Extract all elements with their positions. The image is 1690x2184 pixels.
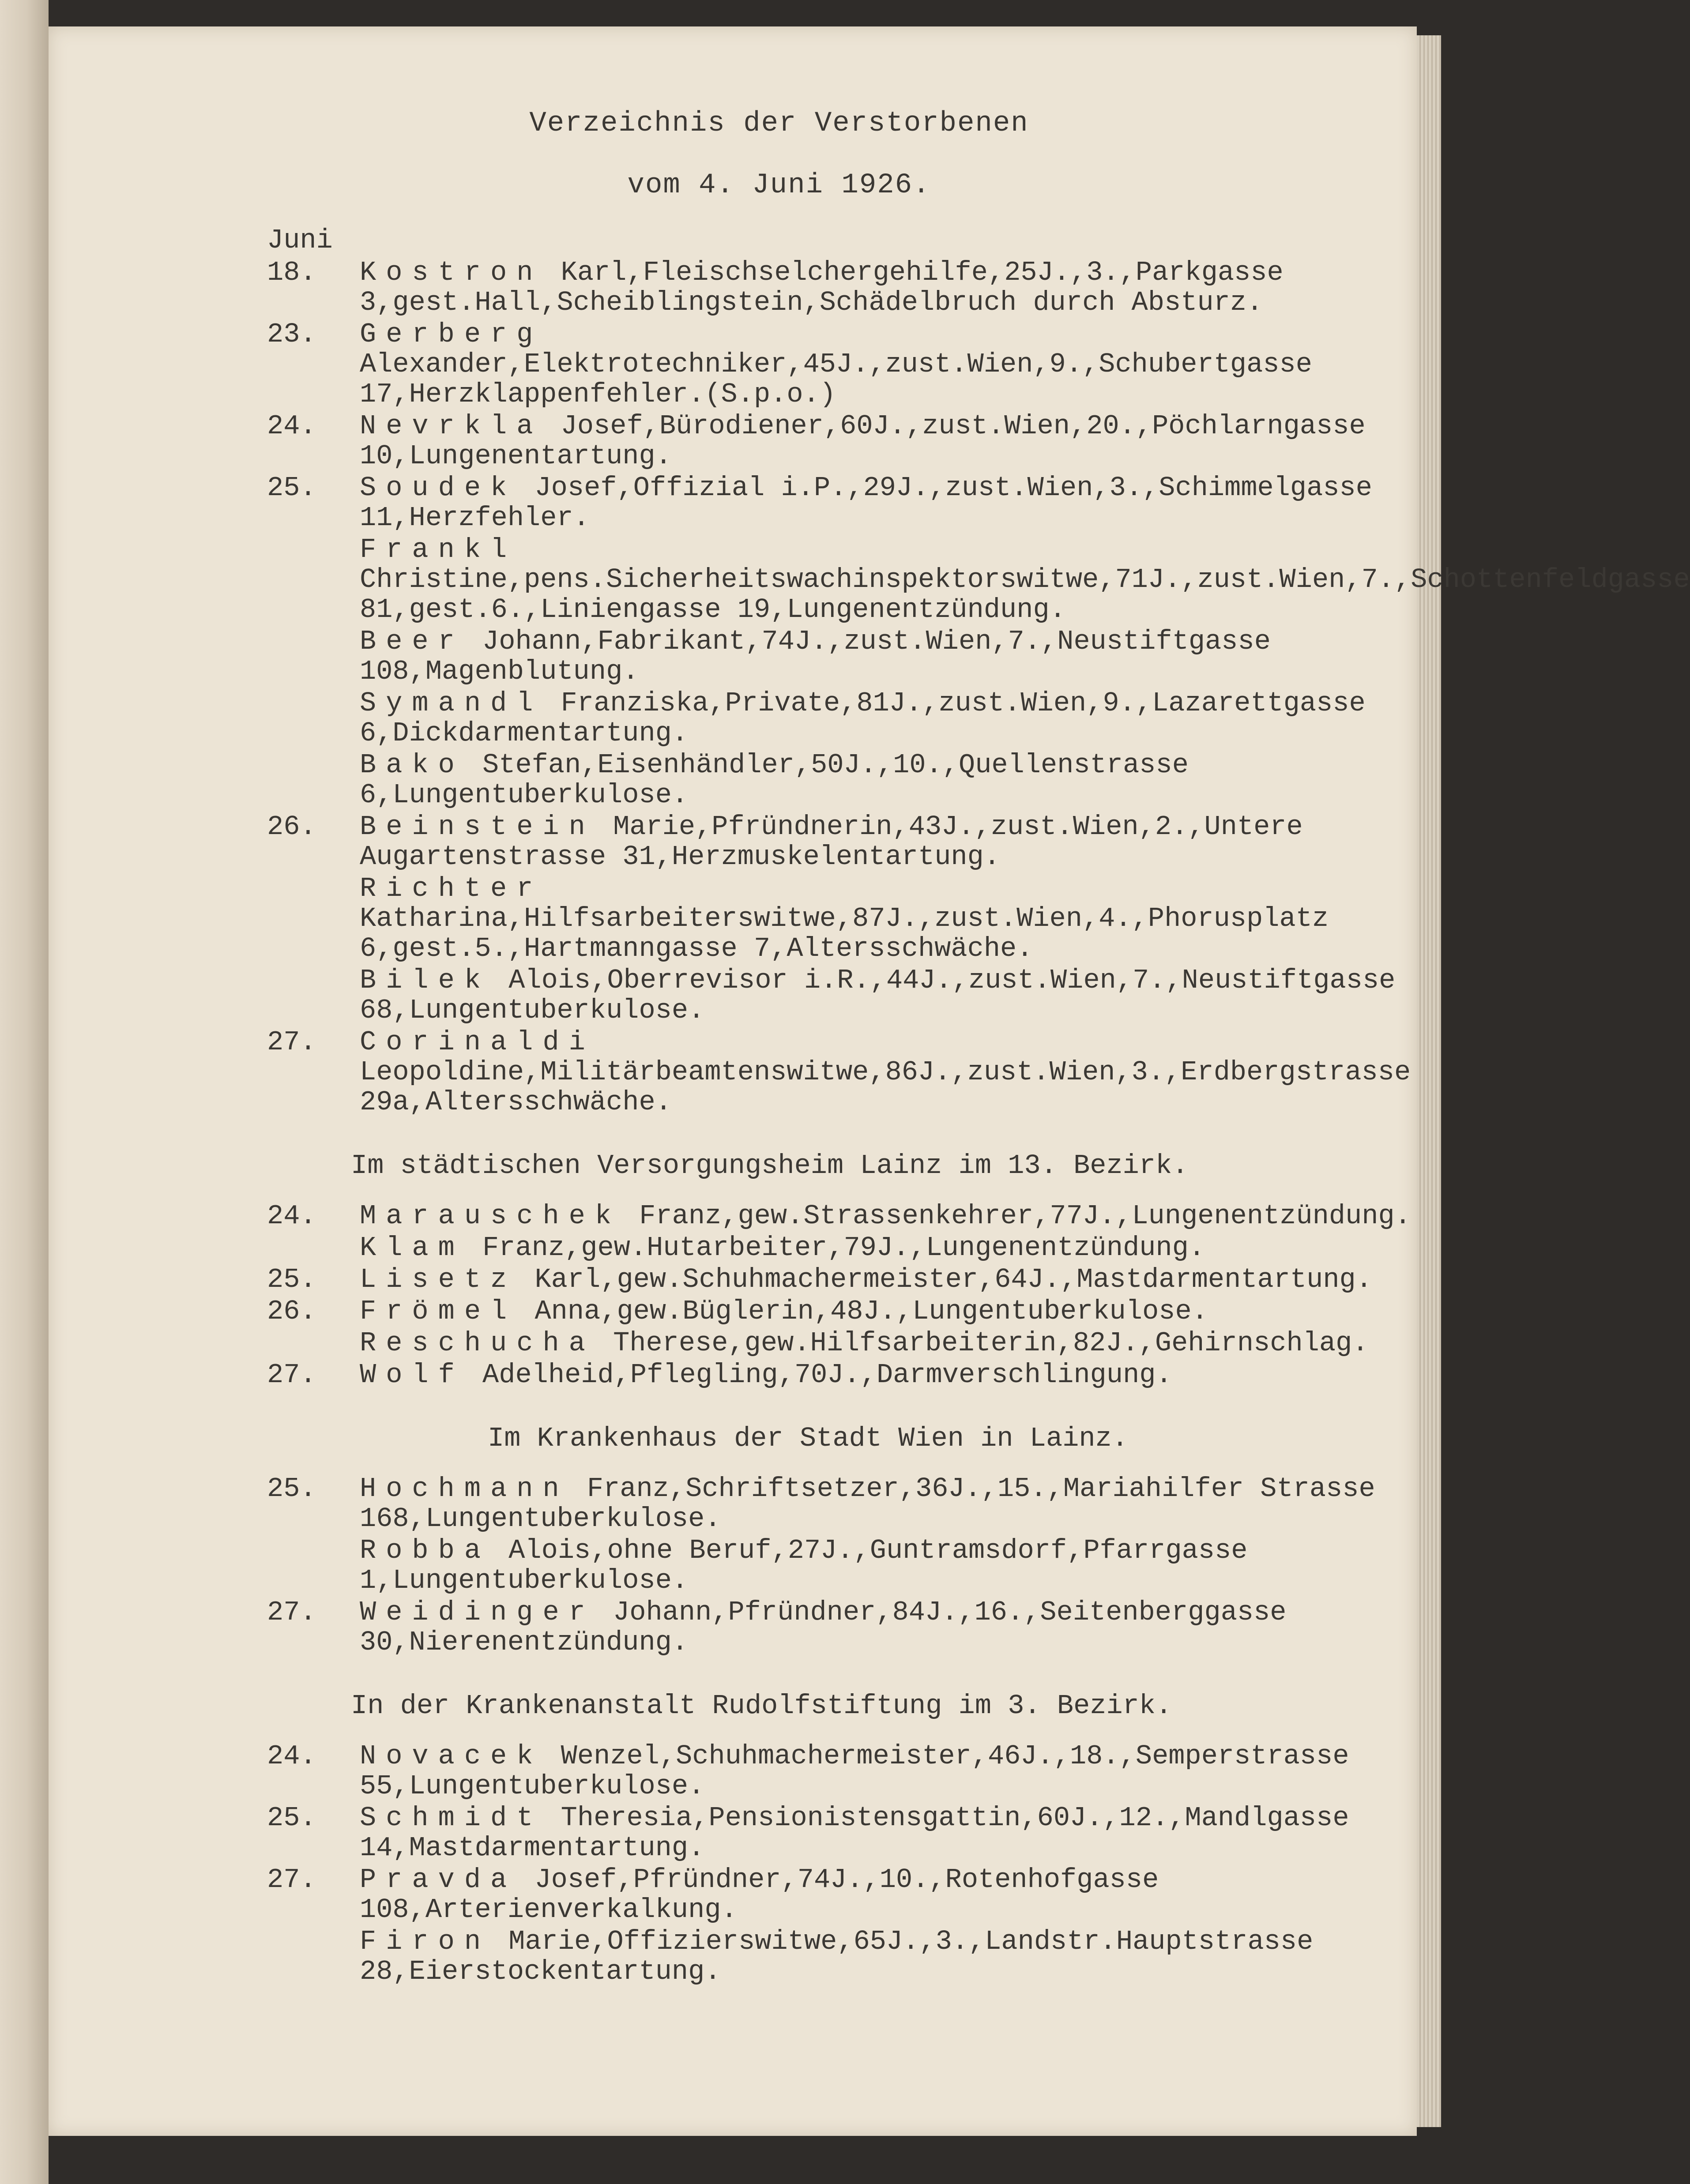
entry-day: 24. <box>267 1200 316 1232</box>
list-item <box>205 627 1432 687</box>
entry-list <box>205 257 1690 1118</box>
entry-surname: Pravda <box>360 1864 517 1895</box>
entry-details: Alois,ohne Beruf,27J.,Guntramsdorf,Pfarrgasse 1,Lungentuberkulose. <box>360 1535 1248 1596</box>
entry-surname: Lisetz <box>360 1264 517 1295</box>
entry-day: 24. <box>267 1740 316 1772</box>
entry-body <box>360 627 1432 687</box>
document-page <box>49 26 1690 2136</box>
entry-surname: Beer <box>360 626 464 657</box>
entry-day: 18. <box>267 257 316 288</box>
list-item <box>205 1328 1432 1358</box>
entry-surname: Klam <box>360 1232 464 1263</box>
entry-details: Karl,gew.Schuhmachermeister,64J.,Mastdarmentartung. <box>518 1264 1372 1295</box>
entry-body <box>360 1328 1432 1358</box>
entry-body <box>360 258 1432 318</box>
entry-surname: Frömel <box>360 1296 517 1327</box>
document-content <box>205 101 1690 1987</box>
entry-details: Alois,Oberrevisor i.R.,44J.,zust.Wien,7.,Neustiftgasse 68,Lungentuberkulose. <box>360 965 1396 1026</box>
entry-body <box>360 1201 1432 1231</box>
entry-day: 27. <box>267 1359 316 1391</box>
entry-body <box>360 1803 1432 1863</box>
list-item <box>205 874 1432 964</box>
entry-body <box>360 411 1432 471</box>
entry-details: Franz,gew.Hutarbeiter,79J.,Lungenentzündung. <box>466 1232 1205 1263</box>
section-heading: Im städtischen Versorgungsheim Lainz im 13. Bezirk. <box>351 1150 1189 1181</box>
section-heading: Im Krankenhaus der Stadt Wien in Lainz. <box>488 1423 1129 1454</box>
entry-surname: Bilek <box>360 965 491 996</box>
entry-surname: Beinstein <box>360 811 595 842</box>
entry-day <box>205 750 360 810</box>
entry-details: Anna,gew.Büglerin,48J.,Lungentuberkulose. <box>518 1296 1208 1327</box>
entry-details: Therese,gew.Hilfsarbeiterin,82J.,Gehirnschlag. <box>596 1327 1369 1359</box>
entry-body <box>360 1865 1432 1925</box>
sections-container <box>205 257 1690 1987</box>
entry-details: Christine,pens.Sicherheitswachinspektorswitwe,71J.,zust.Wien,7.,Schottenfeldgasse 81,gest.6.,Liniengasse 19,Lungenentzündung. <box>360 564 1690 625</box>
entry-surname: Frankl <box>360 534 517 565</box>
entry-day: 27. <box>267 1026 316 1058</box>
list-item <box>205 812 1432 872</box>
entry-body <box>360 1474 1432 1534</box>
entry-day: 27. <box>267 1864 316 1895</box>
entry-surname: Weidinger <box>360 1597 595 1628</box>
entry-details: Katharina,Hilfsarbeiterswitwe,87J.,zust.Wien,4.,Phorusplatz 6,gest.5.,Hartmanngasse 7,Altersschwäche. <box>360 903 1329 964</box>
list-item <box>205 1927 1432 1987</box>
entry-day: 25. <box>267 1473 316 1504</box>
list-item <box>205 534 1690 625</box>
entry-day <box>205 688 360 748</box>
entry-surname: Marauschek <box>360 1200 621 1232</box>
list-item <box>205 1233 1432 1263</box>
entry-surname: Richter <box>360 873 543 904</box>
entry-surname: Reschucha <box>360 1327 595 1359</box>
entry-surname: Novacek <box>360 1740 543 1772</box>
list-item <box>205 473 1432 533</box>
entry-surname: Soudek <box>360 472 517 504</box>
entry-day: 25. <box>267 1802 316 1834</box>
entry-body <box>360 812 1432 872</box>
entry-list <box>205 1741 1432 1987</box>
list-item <box>205 966 1432 1026</box>
entry-day <box>205 535 360 625</box>
entry-surname: Gerberg <box>360 319 543 350</box>
entry-details: Adelheid,Pflegling,70J.,Darmverschlingung. <box>466 1359 1172 1391</box>
entry-details: Marie,Offizierswitwe,65J.,3.,Landstr.Hauptstrasse 28,Eierstockentartung. <box>360 1926 1314 1987</box>
entry-day <box>205 1328 360 1358</box>
section-heading: In der Krankenanstalt Rudolfstiftung im 3. Bezirk. <box>351 1690 1172 1722</box>
entry-body <box>360 966 1432 1026</box>
entry-details: Alexander,Elektrotechniker,45J.,zust.Wien,9.,Schubertgasse 17,Herzklappenfehler.(S.p.o.) <box>360 349 1312 410</box>
entry-body <box>360 1297 1432 1327</box>
entry-body <box>360 1027 1432 1117</box>
list-item <box>205 1027 1432 1117</box>
entry-details: Josef,Pfründner,74J.,10.,Rotenhofgasse 108,Arterienverkalkung. <box>360 1864 1159 1925</box>
entry-list <box>205 1474 1432 1658</box>
entry-body <box>360 874 1432 964</box>
document-title: Verzeichnis der Verstorbenen <box>529 108 1029 139</box>
entry-surname: Robba <box>360 1535 491 1566</box>
entry-surname: Hochmann <box>360 1473 569 1504</box>
list-item <box>205 411 1432 471</box>
book-spine <box>0 0 49 2184</box>
entry-day: 26. <box>267 811 316 842</box>
entry-details: Johann,Pfründner,84J.,16.,Seitenberggasse 30,Nierenentzündung. <box>360 1597 1287 1658</box>
list-item <box>205 1865 1432 1925</box>
entry-details: Leopoldine,Militärbeamtenswitwe,86J.,zust.Wien,3.,Erdbergstrasse 29a,Altersschwäche. <box>360 1056 1411 1118</box>
entry-surname: Bako <box>360 749 464 781</box>
list-item <box>205 1474 1432 1534</box>
list-item <box>205 1201 1432 1231</box>
entry-details: Franz,Schriftsetzer,36J.,15.,Mariahilfer Strasse 168,Lungentuberkulose. <box>360 1473 1375 1534</box>
list-item <box>205 1297 1432 1327</box>
list-item <box>205 1598 1432 1658</box>
entry-details: Franz,gew.Strassenkehrer,77J.,Lungenentzündung. <box>623 1200 1411 1232</box>
entry-day <box>205 1927 360 1987</box>
entry-body <box>360 473 1432 533</box>
entry-surname: Symandl <box>360 688 543 719</box>
list-item <box>205 1741 1432 1801</box>
entry-day <box>205 874 360 964</box>
entry-body <box>360 1536 1432 1596</box>
entry-day <box>205 627 360 687</box>
entry-day: 25. <box>267 472 316 504</box>
entry-surname: Nevrkla <box>360 410 543 442</box>
entry-body <box>360 688 1432 748</box>
entry-surname: Schmidt <box>360 1802 543 1834</box>
entry-day <box>205 1536 360 1596</box>
entry-day <box>205 1233 360 1263</box>
list-item <box>205 258 1432 318</box>
entry-list <box>205 1201 1432 1390</box>
list-item <box>205 688 1432 748</box>
entry-day: 26. <box>267 1296 316 1327</box>
entry-details: Josef,Offizial i.P.,29J.,zust.Wien,3.,Schimmelgasse 11,Herzfehler. <box>360 472 1372 534</box>
entry-body <box>360 534 1690 625</box>
entry-details: Karl,Fleischselchergehilfe,25J.,3.,Parkgasse 3,gest.Hall,Scheiblingstein,Schädelbruch durch Absturz. <box>360 257 1283 318</box>
entry-day <box>205 966 360 1026</box>
entry-body <box>360 1927 1432 1987</box>
entry-details: Franziska,Private,81J.,zust.Wien,9.,Lazarettgasse 6,Dickdarmentartung. <box>360 688 1366 749</box>
entry-details: Johann,Fabrikant,74J.,zust.Wien,7.,Neustiftgasse 108,Magenblutung. <box>360 626 1271 687</box>
list-item <box>205 320 1432 410</box>
entry-day: 25. <box>267 1264 316 1295</box>
list-item <box>205 1536 1432 1596</box>
entry-surname: Kostron <box>360 257 543 288</box>
document-date: vom 4. Juni 1926. <box>627 169 931 201</box>
list-item <box>205 1265 1432 1295</box>
entry-body <box>360 320 1432 410</box>
entry-body <box>360 750 1432 810</box>
list-item <box>205 1803 1432 1863</box>
list-item <box>205 1360 1432 1390</box>
entry-body <box>360 1233 1432 1263</box>
entry-details: Wenzel,Schuhmachermeister,46J.,18.,Semperstrasse 55,Lungentuberkulose. <box>360 1740 1349 1802</box>
entry-details: Josef,Bürodiener,60J.,zust.Wien,20.,Pöchlarngasse 10,Lungenentartung. <box>360 410 1366 472</box>
entry-body <box>360 1598 1432 1658</box>
entry-day: 24. <box>267 410 316 442</box>
entry-day: 23. <box>267 319 316 350</box>
entry-body <box>360 1360 1432 1390</box>
entry-body <box>360 1741 1432 1801</box>
entry-day: 27. <box>267 1597 316 1628</box>
entry-details: Theresia,Pensionistensgattin,60J.,12.,Mandlgasse 14,Mastdarmentartung. <box>360 1802 1349 1864</box>
list-item <box>205 750 1432 810</box>
entry-surname: Firon <box>360 1926 491 1957</box>
month-label: Juni <box>267 225 333 256</box>
entry-surname: Wolf <box>360 1359 464 1391</box>
entry-details: Marie,Pfründnerin,43J.,zust.Wien,2.,Untere Augartenstrasse 31,Herzmuskelentartung. <box>360 811 1303 872</box>
entry-surname: Corinaldi <box>360 1026 595 1058</box>
entry-body <box>360 1265 1432 1295</box>
entry-details: Stefan,Eisenhändler,50J.,10.,Quellenstrasse 6,Lungentuberkulose. <box>360 749 1189 811</box>
